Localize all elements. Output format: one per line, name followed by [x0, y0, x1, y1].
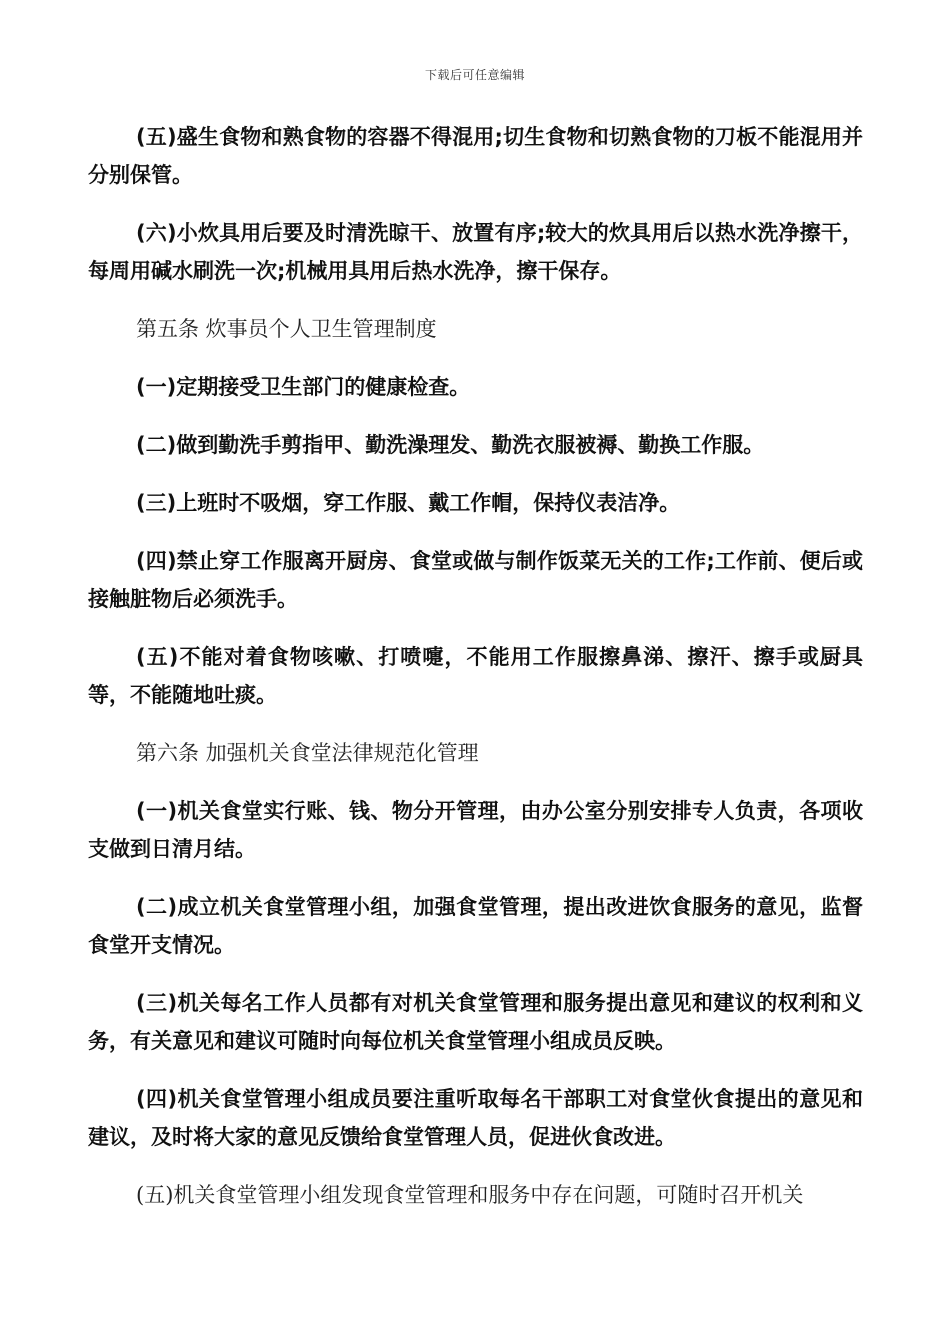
paragraph-article5-item-3: (三)上班时不吸烟，穿工作服、戴工作帽，保持仪表洁净。 [136, 491, 681, 515]
paragraph-article6-item-5: (五)机关食堂管理小组发现食堂管理和服务中存在问题，可随时召开机关 [136, 1183, 804, 1207]
paragraph-item-6-cookware-cleaning: (六)小炊具用后要及时清洗晾干、放置有序;较大的炊具用后以热水洗净擦干，每周用碱水刷洗一次;机械用具用后热水洗净，擦干保存。 [88, 221, 863, 283]
paragraph-article6-item-1: (一)机关食堂实行账、钱、物分开管理，由办公室分别安排专人负责，各项收支做到日清月结。 [88, 799, 863, 861]
paragraph-item-5-utensil-separation: (五)盛生食物和熟食物的容器不得混用;切生食物和切熟食物的刀板不能混用并分别保管。 [88, 125, 863, 187]
paragraph-article6-item-4: (四)机关食堂管理小组成员要注重听取每名干部职工对食堂伙食提出的意见和建议，及时将大家的意见反馈给食堂管理人员，促进伙食改进。 [88, 1087, 863, 1149]
header-note: 下载后可任意编辑 [424, 68, 525, 82]
paragraph-article5-item-2: (二)做到勤洗手剪指甲、勤洗澡理发、勤洗衣服被褥、勤换工作服。 [136, 433, 765, 457]
article-5-heading: 第五条 炊事员个人卫生管理制度 [136, 317, 437, 341]
document-body [88, 118, 863, 1234]
paragraph-article5-item-5: (五)不能对着食物咳嗽、打喷嚏，不能用工作服擦鼻涕、擦汗、擦手或厨具等，不能随地吐痰。 [88, 645, 863, 707]
paragraph-article6-item-3: (三)机关每名工作人员都有对机关食堂管理和服务提出意见和建议的权利和义务，有关意见和建议可随时向每位机关食堂管理小组成员反映。 [88, 991, 863, 1053]
paragraph-article5-item-1: (一)定期接受卫生部门的健康检查。 [136, 375, 471, 399]
paragraph-article6-item-2: (二)成立机关食堂管理小组，加强食堂管理，提出改进饮食服务的意见，监督食堂开支情况。 [88, 895, 863, 957]
article-6-heading: 第六条 加强机关食堂法律规范化管理 [136, 741, 479, 765]
paragraph-article5-item-4: (四)禁止穿工作服离开厨房、食堂或做与制作饭菜无关的工作;工作前、便后或接触脏物后必须洗手。 [88, 549, 863, 611]
